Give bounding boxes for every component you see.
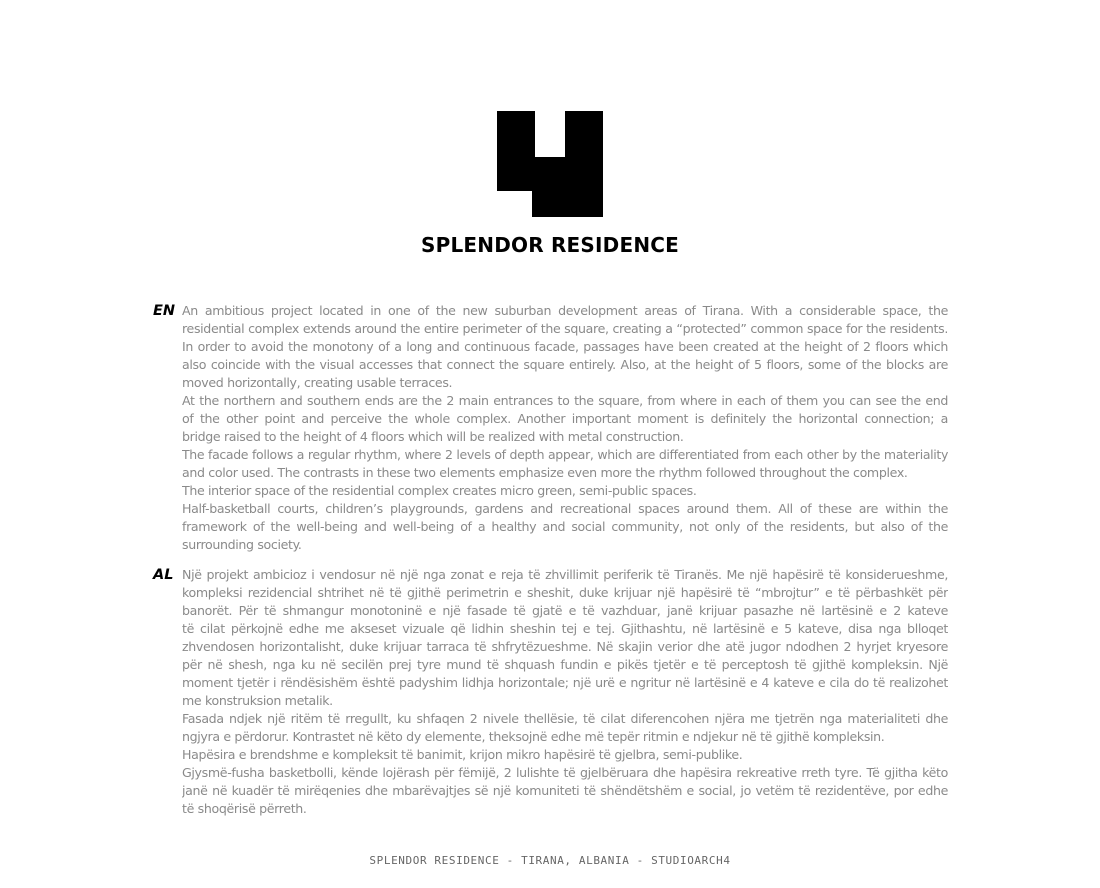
text-line: për në shesh, nga ku në secilën prej tyre mund të shquash fundin e pikës tjetër e të perceptosh të gjithë kompleksin. Një [182, 657, 948, 672]
text-line: The facade follows a regular rhythm, where 2 levels of depth appear, which are differentiated from each other by the materiality [182, 447, 948, 462]
logo-shape [497, 111, 603, 217]
text-line: of the other point and perceive the whole complex. Another important moment is definitely the horizontal connection; a [182, 411, 948, 426]
text-line: At the northern and southern ends are the 2 main entrances to the square, from where in each of them you can see the end [182, 393, 948, 408]
text-line: janë në kuadër të mirëqenies dhe mbarëvajtjes së një komuniteti të shëndëtshëm e social, jo vetëm të rezidentëve, por edhe [182, 783, 948, 798]
text-line: moved horizontally, creating usable terraces. [182, 375, 453, 390]
english-body [182, 302, 948, 554]
text-line: also coincide with the visual accesses that connect the square entirely. Also, at the height of 5 floors, some of the blocks are [182, 357, 948, 372]
text-line: framework of the well-being and well-being of a healthy and social community, not only of the residents, but also of the [182, 519, 948, 534]
text-line: kompleksi rezidencial shtrihet në të gjithë perimetrin e sheshit, duke krijuar një hapësirë të “mbrojtur” e të përbashkët për [182, 585, 948, 600]
text-line: The interior space of the residential complex creates micro green, semi-public spaces. [182, 483, 697, 498]
text-line: Një projekt ambicioz i vendosur në një nga zonat e reja të zhvillimit periferik të Tiranës. Me një hapësirë të konsiderueshme, [182, 567, 948, 582]
text-line: residential complex extends around the entire perimeter of the square, creating a “protected” common space for the residents. [182, 321, 948, 336]
page-title: SPLENDOR RESIDENCE [420, 233, 680, 257]
language-label-en: EN [153, 303, 176, 319]
text-line: bridge raised to the height of 4 floors which will be realized with metal construction. [182, 429, 684, 444]
text-line: zhvendosen horizontalisht, duke krijuar tarraca të shfrytëzueshme. Në skajin verior dhe atë jugor ndodhen 2 hyrjet kryesore [182, 639, 948, 654]
text-line: Gjysmë-fusha basketbolli, kënde lojërash për fëmijë, 2 lulishte të gjelbëruara dhe hapësira rekreative rreth tyre. Të gjitha këto [182, 765, 948, 780]
text-line: Hapësira e brendshme e kompleksit të banimit, krijon mikro hapësirë të gjelbra, semi-publike. [182, 747, 743, 762]
language-label-al: AL [153, 567, 174, 583]
text-line: surrounding society. [182, 537, 302, 552]
text-line: moment tjetër i rëndësishëm është padyshim lidhja horizontale; një urë e ngritur në lartësinë e 4 kateve e cila do të realizohet [182, 675, 948, 690]
text-line: ngjyra e përdorur. Kontrastet në këto dy elemente, theksojnë edhe më tepër ritmin e ndjekur në të gjithë kompleksin. [182, 729, 885, 744]
logo-icon [497, 111, 603, 217]
text-line: banorët. Për të shmangur monotoninë e një fasade të gjatë e të vazhduar, janë krijuar pasazhe në lartësinë e 2 kateve [182, 603, 948, 618]
text-line: An ambitious project located in one of the new suburban development areas of Tirana. With a considerable space, the [182, 303, 948, 318]
text-line: Half-basketball courts, children’s playgrounds, gardens and recreational spaces around them. All of these are within the [182, 501, 948, 516]
text-line: me konstruksion metalik. [182, 693, 333, 708]
footer-caption: SPLENDOR RESIDENCE - TIRANA, ALBANIA - STUDIOARCH4 [369, 854, 731, 867]
text-line: të shoqërisë përreth. [182, 801, 307, 816]
text-line: të cilat përkojnë edhe me akseset vizuale që lidhin sheshin tej e tej. Gjithashtu, në lartësinë e 5 kateve, disa nga blloqet [182, 621, 948, 636]
text-line: and color used. The contrasts in these two elements emphasize even more the rhythm followed throughout the complex. [182, 465, 908, 480]
text-line: Fasada ndjek një ritëm të rregullt, ku shfaqen 2 nivele thellësie, të cilat diferencohen njëra me tjetrën nga materialiteti dhe [182, 711, 948, 726]
albanian-body [182, 566, 948, 818]
text-line: In order to avoid the monotony of a long and continuous facade, passages have been created at the height of 2 floors which [182, 339, 948, 354]
